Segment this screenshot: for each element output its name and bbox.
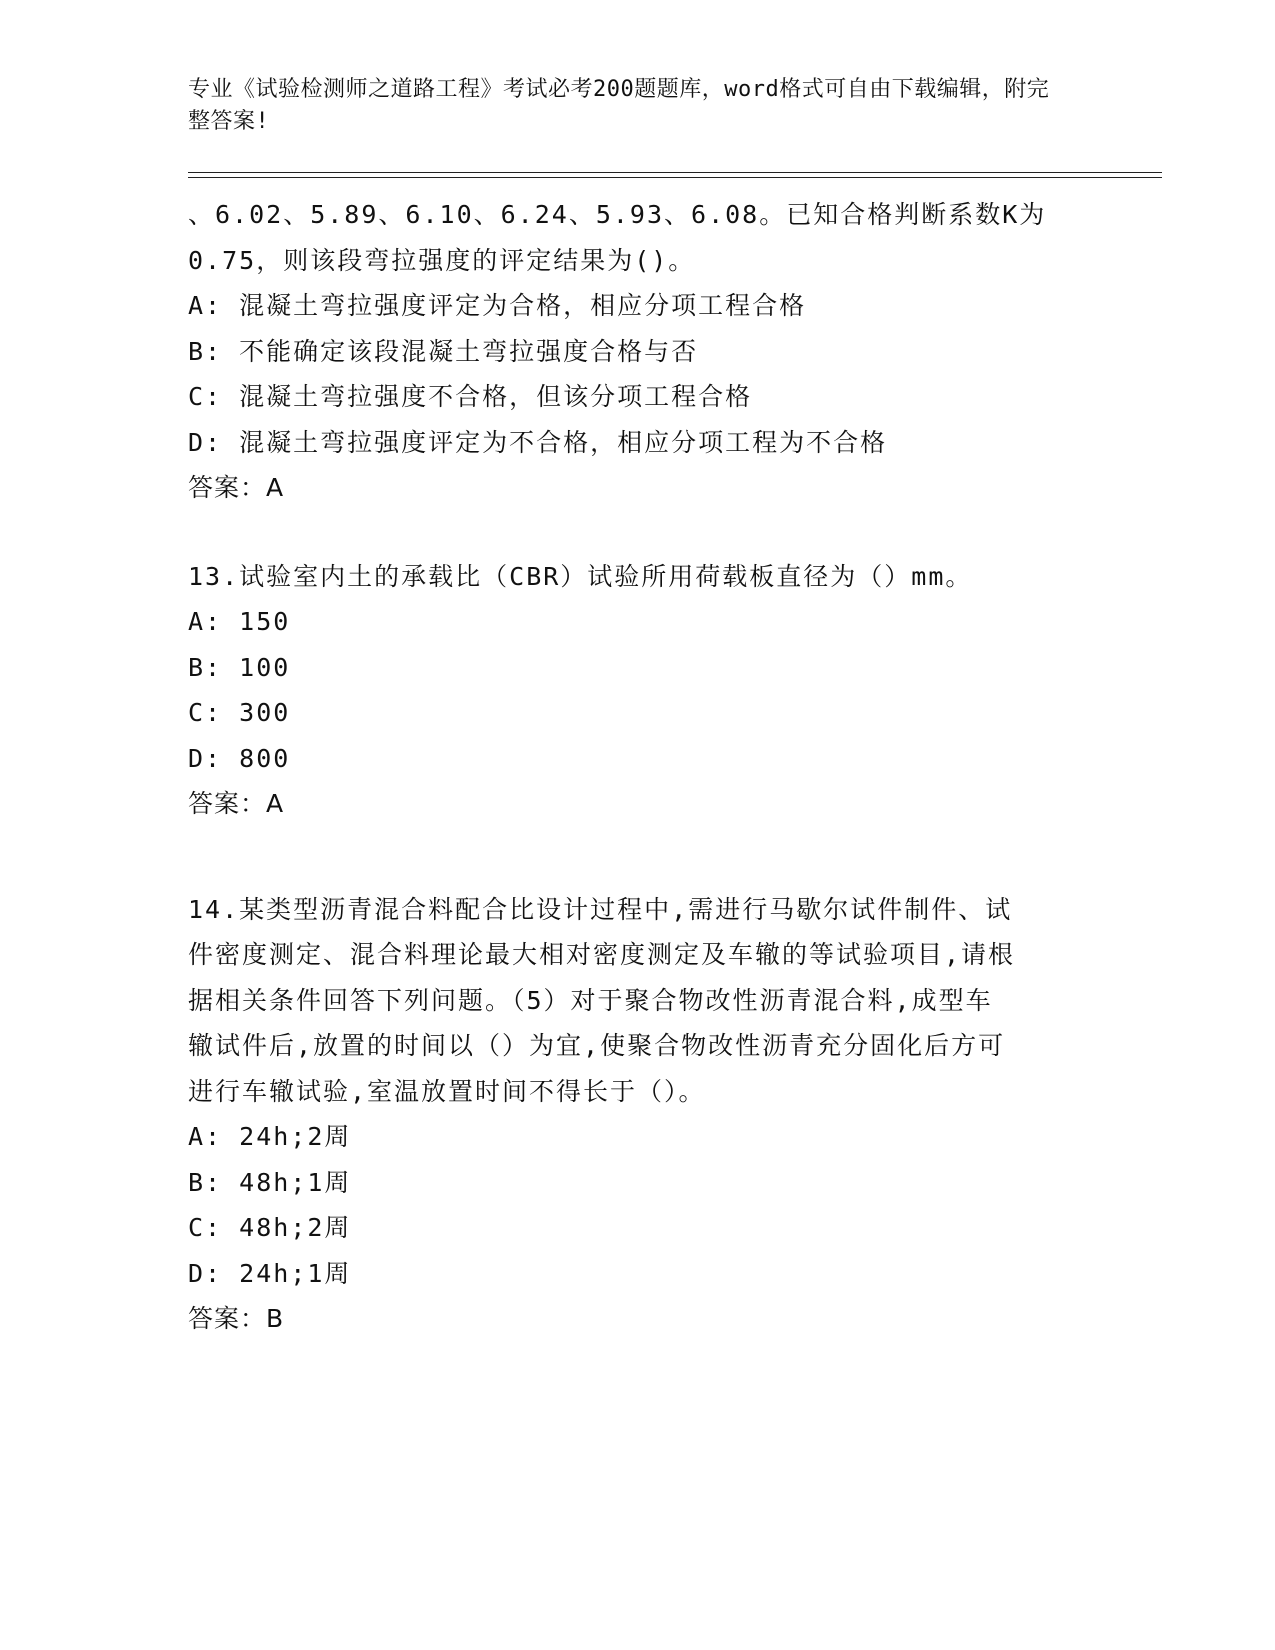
question-stem-line: 辙试件后,放置的时间以（）为宜,使聚合物改性沥青充分固化后方可	[188, 1031, 1006, 1060]
option-a: A: 150	[188, 607, 291, 636]
header-divider-top	[188, 172, 1162, 173]
option-d: D: 混凝土弯拉强度评定为不合格，相应分项工程为不合格	[188, 427, 888, 457]
header-divider-bottom	[188, 177, 1162, 178]
question-stem-line: 0.75，则该段弯拉强度的评定结果为()。	[188, 245, 696, 275]
option-a: A: 24h;2周	[188, 1122, 352, 1151]
question-stem-line: 件密度测定、混合料理论最大相对密度测定及车辙的等试验项目,请根	[188, 940, 1016, 969]
question-list	[188, 192, 1088, 1342]
question-13	[188, 554, 1088, 827]
question-14	[188, 887, 1088, 1342]
spacer	[188, 511, 1088, 556]
document-header	[188, 74, 1068, 138]
answer-label: 答案：B	[188, 1304, 285, 1333]
spacer	[188, 827, 1088, 887]
header-text: 专业《试验检测师之道路工程》考试必考200题题库，word格式可自由下载编辑，附完整答案!	[188, 77, 1050, 134]
option-b: B: 100	[188, 652, 291, 682]
answer-label: 答案：A	[188, 789, 285, 818]
option-b: B: 48h;1周	[188, 1167, 352, 1197]
option-c: C: 300	[188, 698, 291, 727]
answer-label: 答案：A	[188, 473, 285, 502]
question-stem: 13.试验室内土的承载比（CBR）试验所用荷载板直径为（）mm。	[188, 561, 973, 591]
question-stem-line: 进行车辙试验,室温放置时间不得长于（）。	[188, 1076, 706, 1106]
question-stem-line: 、6.02、5.89、6.10、6.24、5.93、6.08。已知合格判断系数K为	[188, 200, 1047, 229]
question-stem-line: 据相关条件回答下列问题。（5）对于聚合物改性沥青混合料,成型车	[188, 985, 993, 1015]
option-c: C: 48h;2周	[188, 1213, 352, 1242]
question-12	[188, 192, 1088, 511]
option-b: B: 不能确定该段混凝土弯拉强度合格与否	[188, 336, 699, 366]
option-d: D: 800	[188, 743, 291, 773]
option-d: D: 24h;1周	[188, 1258, 352, 1288]
option-a: A: 混凝土弯拉强度评定为合格，相应分项工程合格	[188, 291, 807, 320]
question-stem-line: 14.某类型沥青混合料配合比设计过程中,需进行马歇尔试件制件、试	[188, 894, 1013, 924]
option-c: C: 混凝土弯拉强度不合格，但该分项工程合格	[188, 382, 753, 411]
